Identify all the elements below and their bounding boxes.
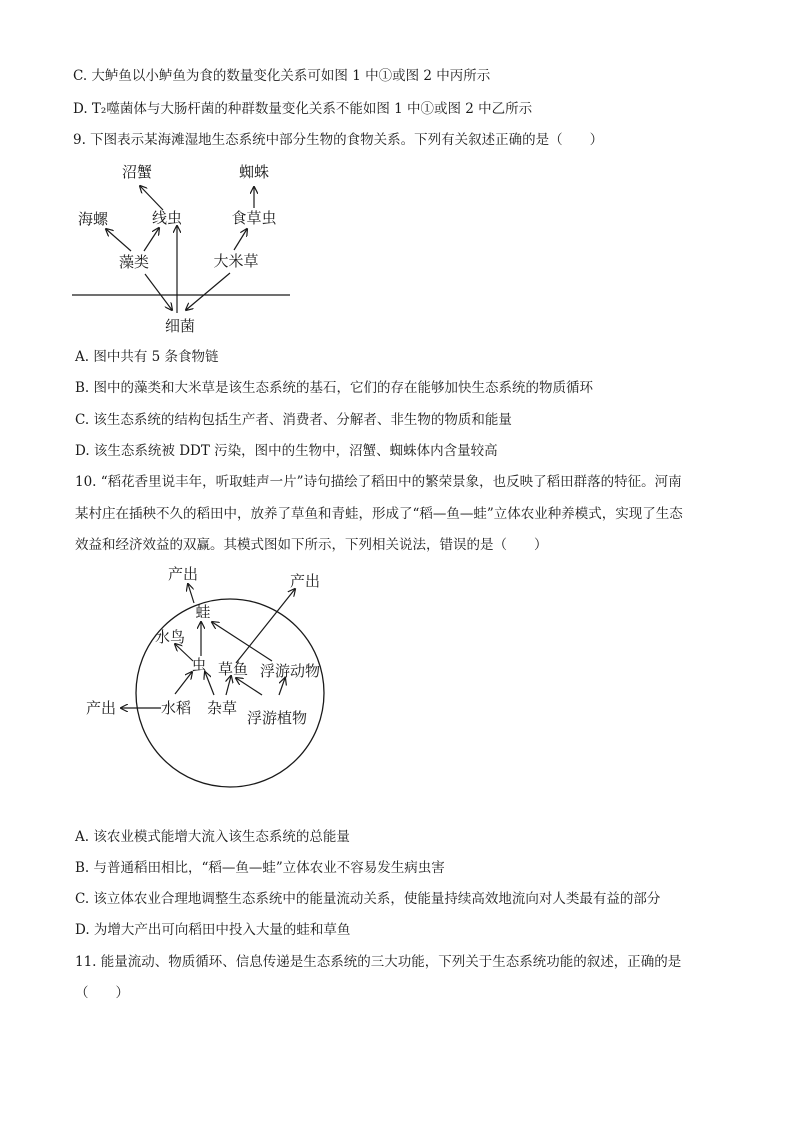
arrow-zacao-chong bbox=[205, 672, 214, 695]
q10-option-b: B. 与普通稻田相比，“稻—鱼—蛙”立体农业不容易发生病虫害 bbox=[75, 860, 445, 876]
label-caoyu: 草鱼 bbox=[217, 660, 249, 678]
arrow-dami-xijun bbox=[186, 273, 230, 310]
q9-stem: 9. 下图表示某海滩湿地生态系统中部分生物的食物关系。下列有关叙述正确的是（ ） bbox=[73, 132, 604, 148]
arrow-fuyouzw-fuyoudw bbox=[279, 678, 285, 695]
arrow-zaolei-xijun bbox=[145, 274, 172, 310]
q10-option-c: C. 该立体农业合理地调整生态系统中的能量流动关系，使能量持续高效地流向对人类最有益的部分 bbox=[75, 891, 661, 907]
rice-fish-frog-diagram bbox=[0, 560, 794, 800]
q10-option-a: A. 该农业模式能增大流入该生态系统的总能量 bbox=[75, 829, 350, 845]
q10-stem-1: 10. “稻花香里说丰年，听取蛙声一片”诗句描绘了稻田中的繁荣景象，也反映了稻田群落的特征。河南 bbox=[75, 474, 682, 490]
label-zhaoxie: 沼蟹 bbox=[121, 163, 153, 181]
label-xijun: 细菌 bbox=[164, 317, 196, 335]
label-wa: 蛙 bbox=[195, 603, 211, 621]
arrow-wa-chanchu bbox=[188, 584, 194, 603]
label-chanchu-top: 产出 bbox=[167, 565, 199, 583]
q10-option-d: D. 为增大产出可向稻田中投入大量的蛙和草鱼 bbox=[75, 922, 351, 938]
arrow-shuidao-chong bbox=[175, 672, 192, 694]
label-chong: 虫 bbox=[191, 656, 207, 674]
label-fuyouzw: 浮游植物 bbox=[246, 709, 308, 727]
food-web-diagram bbox=[0, 150, 794, 340]
label-zacao: 杂草 bbox=[206, 699, 238, 717]
arrow-zacao-caoyu bbox=[226, 676, 231, 695]
q9-option-a: A. 图中共有 5 条食物链 bbox=[75, 349, 219, 365]
label-xianchong: 线虫 bbox=[151, 209, 183, 227]
arrow-chong-shuiniao bbox=[175, 644, 193, 661]
q9-option-d: D. 该生态系统被 DDT 污染，图中的生物中，沼蟹、蜘蛛体内含量较高 bbox=[75, 443, 498, 459]
label-chanchu-left: 产出 bbox=[85, 699, 117, 717]
q10-stem-3: 效益和经济效益的双赢。其模式图如下所示，下列相关说法，错误的是（ ） bbox=[75, 537, 548, 553]
arrow-fuyouzw-caoyu bbox=[236, 678, 262, 695]
q8-option-d: D. T₂噬菌体与大肠杆菌的种群数量变化关系不能如图 1 中①或图 2 中乙所示 bbox=[73, 101, 533, 117]
q11-stem-1: 11. 能量流动、物质循环、信息传递是生态系统的三大功能，下列关于生态系统功能的叙述，正确的是 bbox=[75, 954, 682, 970]
q9-option-b: B. 图中的藻类和大米草是该生态系统的基石，它们的存在能够加快生态系统的物质循环 bbox=[75, 380, 594, 396]
label-shicaochong: 食草虫 bbox=[231, 209, 277, 227]
q9-option-c: C. 该生态系统的结构包括生产者、消费者、分解者、非生物的物质和能量 bbox=[75, 412, 512, 428]
q8-option-c: C. 大鲈鱼以小鲈鱼为食的数量变化关系可如图 1 中①或图 2 中丙所示 bbox=[73, 68, 491, 84]
label-fuyoudw: 浮游动物 bbox=[259, 662, 321, 680]
label-chanchu-right: 产出 bbox=[289, 572, 321, 590]
label-dami: 大米草 bbox=[213, 252, 259, 270]
arrow-zaolei-hailuo bbox=[106, 229, 131, 251]
label-zhizhu: 蜘蛛 bbox=[238, 163, 270, 181]
label-shuidao: 水稻 bbox=[160, 699, 192, 717]
arrow-xianchong-zhaoxie bbox=[140, 186, 163, 210]
arrow-dami-shicaochong bbox=[234, 229, 247, 250]
label-shuiniao: 水鸟 bbox=[154, 628, 186, 646]
q10-stem-2: 某村庄在插秧不久的稻田中，放养了草鱼和青蛙，形成了“稻—鱼—蛙”立体农业种养模式，实现了生态 bbox=[75, 506, 683, 522]
label-zaolei: 藻类 bbox=[118, 253, 150, 271]
label-hailuo: 海螺 bbox=[77, 210, 109, 228]
q11-stem-2: （ ） bbox=[75, 985, 129, 1001]
arrow-zaolei-xianchong bbox=[144, 228, 159, 251]
